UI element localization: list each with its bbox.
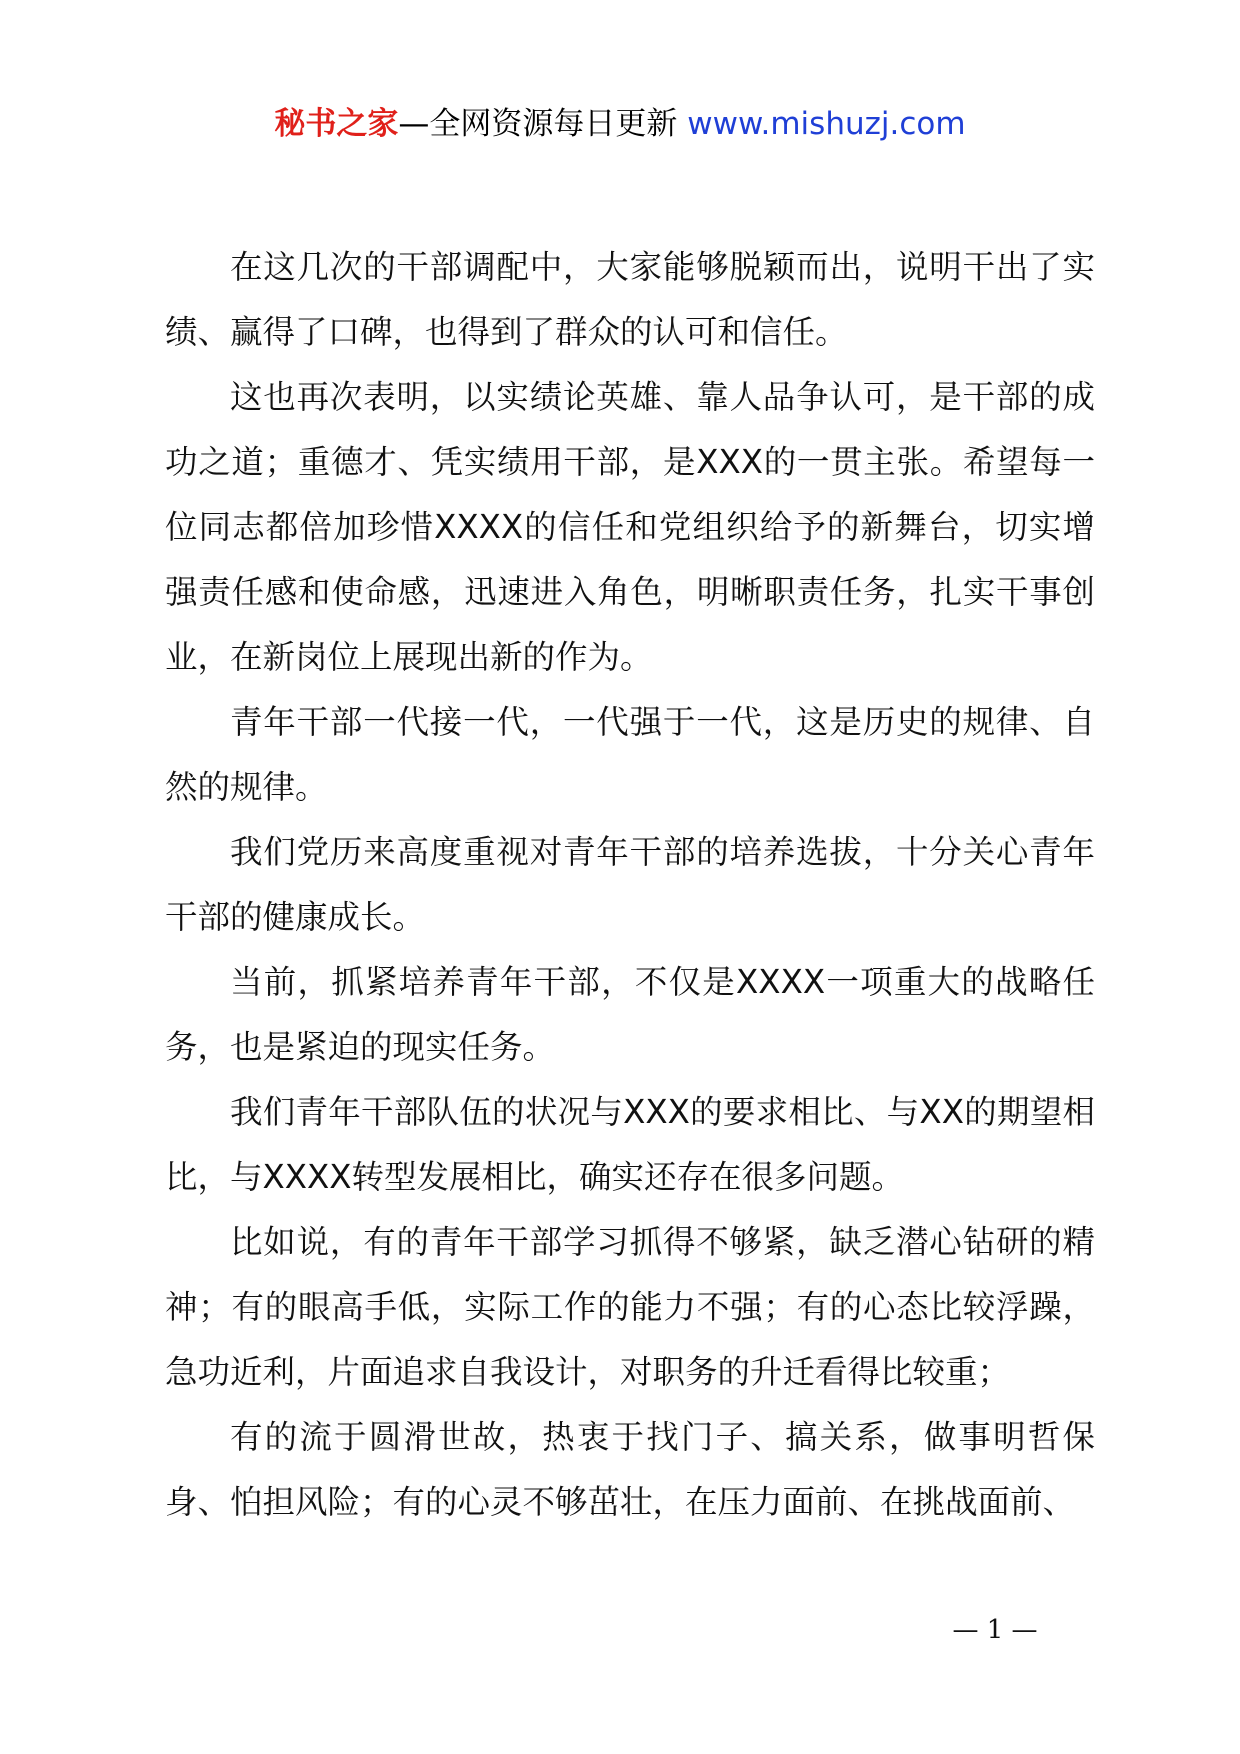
paragraph: 我们青年干部队伍的状况与XXX的要求相比、与XX的期望相比，与XXXX转型发展相比，确实还存在很多问题。 xyxy=(165,1093,1095,1196)
header-site-url: www.mishuzj.com xyxy=(687,106,966,142)
paragraph: 比如说，有的青年干部学习抓得不够紧，缺乏潜心钻研的精神；有的眼高手低，实际工作的能力不强；有的心态比较浮躁，急功近利，片面追求自我设计，对职务的升迁看得比较重； xyxy=(165,1223,1095,1391)
paragraph: 这也再次表明，以实绩论英雄、靠人品争认可，是干部的成功之道；重德才、凭实绩用干部，是XXX的一贯主张。希望每一位同志都倍加珍惜XXXX的信任和党组织给予的新舞台，切实增强责任感和使命感，迅速进入角色，明晰职责任务，扎实干事创业，在新岗位上展现出新的作为。 xyxy=(165,378,1095,676)
header-brand: 秘书之家 xyxy=(274,106,399,142)
paragraph: 当前，抓紧培养青年干部，不仅是XXXX一项重大的战略任务，也是紧迫的现实任务。 xyxy=(165,963,1095,1066)
page-header xyxy=(0,100,1240,148)
document-body xyxy=(165,235,1095,1535)
paragraph: 青年干部一代接一代，一代强于一代，这是历史的规律、自然的规律。 xyxy=(165,703,1095,806)
paragraph: 在这几次的干部调配中，大家能够脱颖而出，说明干出了实绩、赢得了口碑，也得到了群众的认可和信任。 xyxy=(165,248,1095,351)
paragraph: 我们党历来高度重视对青年干部的培养选拔，十分关心青年干部的健康成长。 xyxy=(165,833,1095,936)
paragraph: 有的流于圆滑世故，热衷于找门子、搞关系，做事明哲保身、怕担风险；有的心灵不够茁壮，在压力面前、在挑战面前、 xyxy=(165,1418,1095,1521)
header-tagline: —全网资源每日更新 xyxy=(398,106,678,142)
page-number: — 1 — xyxy=(952,1615,1038,1645)
